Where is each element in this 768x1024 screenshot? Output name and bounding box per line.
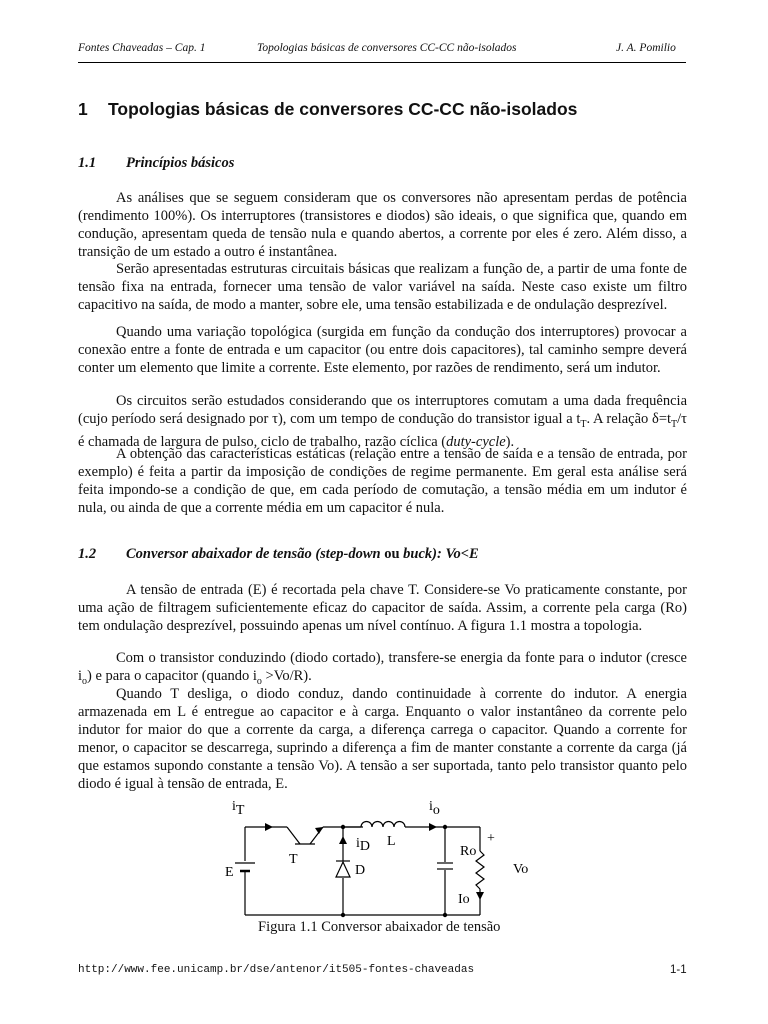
section-1-1-number: 1.1 [78,155,97,171]
section-1-2-heading [78,546,479,563]
label-ro: Ro [460,844,477,859]
node-dot-bl [341,913,345,917]
arrow-it [265,823,273,831]
p4-slash: / [677,410,682,427]
node-dot-right [443,825,447,829]
paragraph-4 [78,393,687,452]
buck-converter-schematic [215,795,560,919]
delta-expr: δ=t [651,410,672,427]
label-plus: + [487,831,495,846]
footer-url[interactable]: http://www.fee.unicamp.br/dse/antenor/it505-fontes-chaveadas [78,964,475,976]
figure-caption: Figura 1.1 Conversor abaixador de tensão [258,919,501,935]
chapter-title-text: Topologias básicas de conversores CC-CC não-isolados [108,99,578,119]
paragraph-5: A obtenção das características estáticas (relação entre a tensão de saída e a tensão de entrada, por exemplo) é feita a partir da imposição de condições de regime permanente. Em geral esta análise será feita impondo-se a condição de que, em cada período de comutação, a tensão média em um indutor é nula, ou ainda de que a corrente média em um capacitor é nula. [78,446,687,516]
label-e: E [225,865,234,880]
p4-text-a: Os circuitos serão estudados considerando que os interruptores comutam a uma dada frequência (cujo período será designado por [78,393,687,427]
arrow-id [339,836,347,844]
p7-sub-o: o [82,675,88,687]
chapter-number: 1 [78,99,88,119]
label-vo: Vo [513,862,529,877]
label-id: iD [356,836,371,854]
header-right: J. A. Pomilio [616,42,676,54]
paragraph-3: Quando uma variação topológica (surgida em função da condução dos interruptores) provocar a conexão entre a fonte de entrada e um capacitor (ou entre dois capacitores), tal caminho sempre deverá conter um elemento que limite a corrente. Este elemento, por razões de rendimento, será um indutor. [78,324,687,376]
tau-symbol-2: τ [681,410,687,427]
label-t: T [289,852,298,867]
label-io-load: Io [458,892,470,907]
arrow-io [429,823,437,831]
p4-sub-t2: T [671,418,678,430]
arrow-io-load [476,892,484,900]
paragraph-7 [78,650,687,691]
p4-text-b: ), com um tempo de condução do transistor igual a t [277,410,581,427]
transistor-collector [287,827,300,844]
p4-text-c: . A relação [586,410,652,427]
paragraph-1: As análises que se seguem consideram que os conversores não apresentam perdas de potência (rendimento 100%). Os interruptores (transistores e diodos) são ideais, o que significa que, quando em condução, apresentam queda de tensão nula e quando abertos, a corrente por eles é zero. Além disso, a transição de um estado a outro é instantânea. [78,190,687,260]
p7-text-a: Com o transistor conduzindo (diodo cortado), transfere-se energia da fonte para o indutor (cresce i [78,650,687,684]
header-center: Topologias básicas de conversores CC-CC não-isolados [257,42,517,54]
p4-text-f: ). [505,433,515,450]
paragraph-8: Quando T desliga, o diodo conduz, dando continuidade à corrente do indutor. A energia armazenada em L é entregue ao capacitor e à carga. Enquanto o valor instantâneo da corrente pelo indutor for maior do que a corrente da carga, a diferença carrega o capacitor. Quando a corrente for menor, o capacitor se descarrega, suprindo a diferença a fim de manter constante a corrente da carga (já que estamos supondo constante a tensão Vo). A tensão a ser suportada, tanto pelo transistor quanto pelo diodo é igual à tensão de entrada, E. [78,686,687,792]
p4-sub-t: T [580,418,587,430]
header-left: Fontes Chaveadas – Cap. 1 [78,42,206,54]
duty-cycle-term: duty-cycle [446,433,506,450]
section-1-1-title: Princípios básicos [126,155,235,171]
diode-triangle [336,862,350,877]
paragraph-2: Serão apresentadas estruturas circuitais básicas que realizam a função de, a partir de uma fonte de tensão fixa na entrada, fornecer uma tensão de valor variável na saída. Neste caso existe um filtro capacitivo na saída, de modo a manter, sobre ele, uma tensão estabilizada e de ondulação desprezível. [78,261,687,313]
node-dot-left [341,825,345,829]
section-1-2-number: 1.2 [78,546,97,562]
label-io: io [429,799,440,818]
p7-text-c: >Vo/R). [261,667,312,684]
paragraph-6: A tensão de entrada (E) é recortada pela chave T. Considere-se Vo praticamente constante, por uma ação de filtragem suficientemente eficaz do capacitor de saída. Assim, a corrente pela carga (Ro) tem ondulação desprezível, possuindo apenas um nível contínuo. A figura 1.1 mostra a topologia. [78,582,687,634]
section-1-2-title-a: Conversor abaixador de tensão (step-down [126,546,385,562]
section-1-2-title-b: buck): Vo<E [399,546,479,562]
section-1-2-title-ou: ou [384,546,400,562]
node-dot-br [443,913,447,917]
footer-page-number: 1-1 [670,964,687,976]
p4-text-e: é chamada de largura de pulso, ciclo de trabalho, razão cíclica ( [78,433,447,450]
p7-sub-o2: o [256,675,262,687]
transistor-arrow [315,827,323,834]
inductor-coil [361,822,405,828]
label-it: iT [232,799,245,818]
load-resistor [476,851,484,889]
chapter-title [78,99,577,120]
label-l: L [387,834,396,849]
tau-symbol: τ [272,410,278,427]
p7-text-b: ) e para o capacitor (quando i [87,667,257,684]
header-rule [78,62,686,63]
label-d: D [355,863,366,878]
section-1-1-heading [78,155,234,172]
